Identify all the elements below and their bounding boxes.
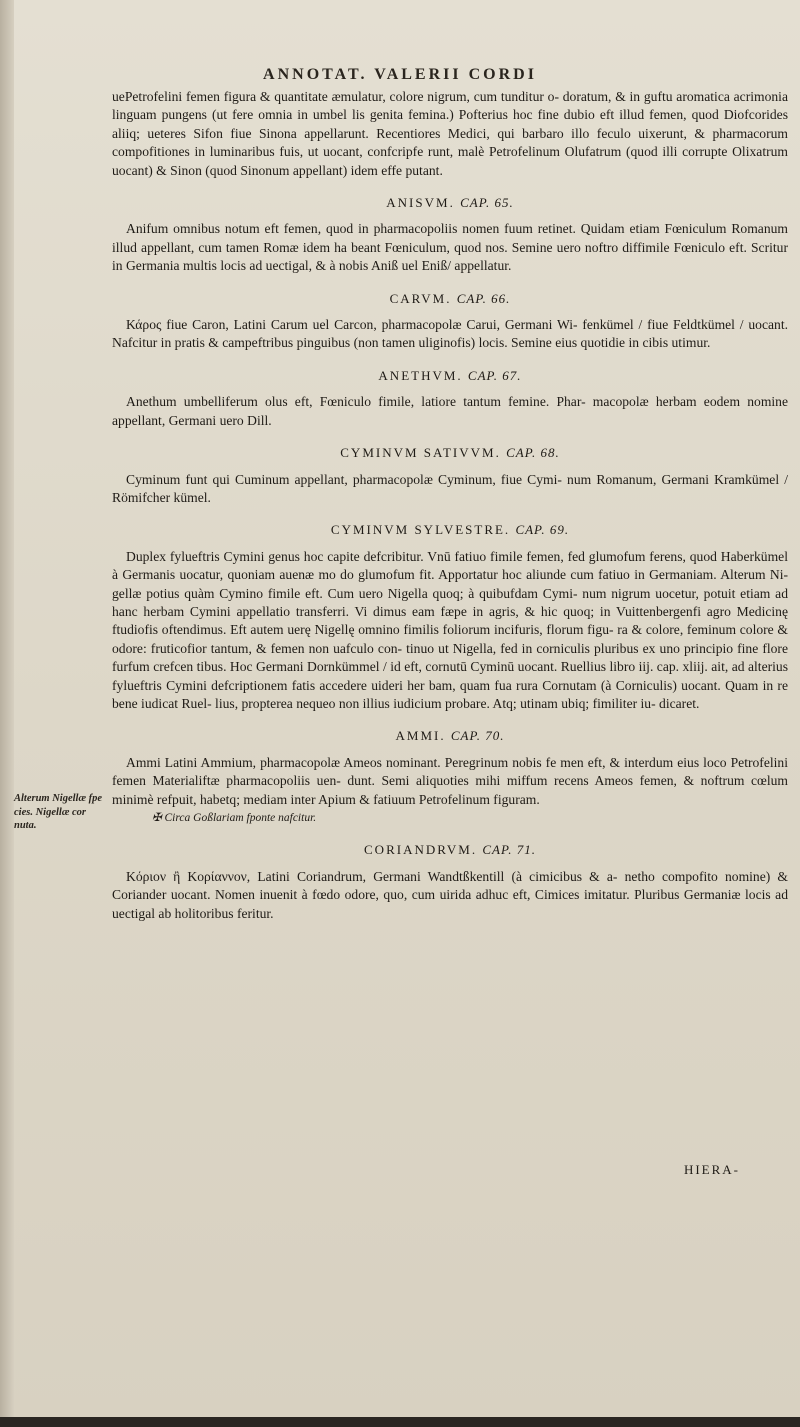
page-spine-shadow <box>0 0 14 1427</box>
section-cap: CAP. 65. <box>460 195 514 211</box>
section-title: CARVM. <box>389 290 452 306</box>
section-title: CORIANDRVM. <box>364 842 478 858</box>
section-text-anisum: Anifum omnibus notum eft femen, quod in pharmacopoliis nomen fuum retinet. Quidam etiam Fœniculum Romanum illud appellant, cum tamen Romæ idem ha beant Fœniculum, quod nos. Semine uero noftro diffimile Fœniculo eft. Scritur in Germania multis locis ad uectigal, & à nobis Aniß uel Eniß/ appellatur. <box>112 221 788 274</box>
margin-note: Alterum Nigellæ fpe cies. Nigellæ cor nuta. <box>14 793 103 831</box>
section-cap: CAP. 66. <box>456 290 511 306</box>
section-text-ammi: Ammi Latini Ammium, pharmacopolæ Ameos nominant. Peregrinum nobis fe men eft, & interdum eius loco Petrofelini femen Materialiftæ pharmacopoliis uen- dunt. Semi aliquoties mihi miffum recens Ameos femen, & noftrum cœlum minimè refpuit, habetq; mediam inter Apium & fatiuum Petrofelinum figuram. <box>112 754 788 807</box>
section-heading-cyminum-sativum <box>112 444 788 462</box>
section-text-cyminum-sylvestre: Duplex fylueftris Cymini genus hoc capite defcribitur. Vnū fatiuo fimile femen, fed glumofum ferens, quod Haberkümel à Germanis uocatur, quoniam auenæ mo do glumofum fit. Apportatur hoc aliunde cum fatiuo in Germaniam. Alterum Ni- gellæ potius quàm Cymino fimile eft. Cum uero Nigella quoq; à quibufdam Cymi- num nigrum uocetur, potuit etiam ad hanc herbam Cymini appellatio transferri. Vi dimus eam fæpe in agris, & hic quoq; in Vuittenbergenfi agro Medicinę ftudiofis oftendimus. Eft autem uerę Nigellę omnino fimilis foliorum incifuris, florum figu- ra & colore, feminum colore & odore: fruticofior tantum, & femen non uafculo con- tinuo ut Nigella, fed in corniculis pluribus ex uno principio fine flore furfum crefcen tibus. Hoc Germani Dornkümmel / id eft, cornutū Cyminū uocant. Ruellius libro iij. cap. xliij. ait, ad alterius fylueftris Cymini defcriptionem fatis accedere uideri her bam, quam fua rura Cornutam (à Corniculis) uocant. Quam in re bene iudicat Ruel- lius, propterea nequeo non illius iudicium probare. Atq; utinam ubiq; fimiliter iu- dicaret. <box>112 548 788 711</box>
section-title: CYMINVM SYLVESTRE. <box>330 522 511 538</box>
section-note-ammi: ✠ Circa Goßlariam fponte nafcitur. <box>152 812 317 824</box>
section-text-anethum: Anethum umbelliferum olus eft, Fœniculo fimile, latiore tantum femine. Phar- macopolæ herbam eodem nomine appellant, Germani uero Dill. <box>112 394 788 428</box>
section-cap: CAP. 71. <box>482 842 536 858</box>
section-title: CYMINVM SATIVVM. <box>340 445 501 461</box>
section-cap: CAP. 68. <box>506 445 560 461</box>
running-head: ANNOTAT. VALERII CORDI <box>263 66 537 83</box>
section-heading-coriandrum <box>112 841 788 859</box>
section-text-cyminum-sativum: Cyminum funt qui Cuminum appellant, pharmacopolæ Cyminum, fiue Cymi- num Romanum, Germani Kramkümel / Römifcher kümel. <box>112 471 788 505</box>
section-heading-cyminum-sylvestre <box>112 521 788 539</box>
section-heading-ammi <box>112 727 788 745</box>
section-cap: CAP. 67. <box>467 367 522 383</box>
section-title: ANISVM. <box>386 195 455 211</box>
section-cap: CAP. 70. <box>450 728 505 744</box>
section-heading-anethum <box>112 367 788 385</box>
intro-paragraph: uePetrofelini femen figura & quantitate æmulatur, colore nigrum, cum tunditur o- doratum, & in guftu aromatica acrimonia linguam pungens (ut fere omnia in umbel lis genita femina.) Pofterius hoc fine dubio eft illud femen, quod Diofcorides aliiq; ueteres Sifon fiue Sinona appellarunt. Recentiores Medici, qui barbaro illo feculo uixerunt, & pharmacorum compofitiones in luminaribus fuis, ut uocant, confcripfe runt, malè Petrofelinum Olufatrum (quod illi corrupte Olixatrum uocant) & Sinon (quod Sinonum appellant) idem effe putant. <box>112 89 788 178</box>
section-cap: CAP. 69. <box>515 522 570 538</box>
catchword: HIERA- <box>683 1162 740 1177</box>
page-bottom-edge <box>0 1417 800 1427</box>
section-heading-anisum <box>112 194 788 212</box>
section-title: AMMI. <box>395 728 446 744</box>
section-text-carum: Κάρος fiue Caron, Latini Carum uel Carcon, pharmacopolæ Carui, Germani Wi- fenkümel / fiue Feldtkümel / uocant. Nafcitur in pratis & campeftribus pinguibus (non tamen uliginofis) locis. Semine eius quotidie in cibis utimur. <box>112 317 788 351</box>
section-heading-carum <box>112 290 788 308</box>
section-title: ANETHVM. <box>378 367 463 383</box>
main-text <box>112 88 788 923</box>
section-text-coriandrum: Κόριον ἢ Κορίαννον, Latini Coriandrum, Germani Wandtßkentill (à cimicibus & a- netho compofito nomine) & Coriander uocant. Nomen inuenit à fœdo odore, quo, cum uirida adhuc eft, Cimices imitatur. Pluribus Germaniæ locis ad uectigal ab holitoribus feritur. <box>112 868 788 921</box>
